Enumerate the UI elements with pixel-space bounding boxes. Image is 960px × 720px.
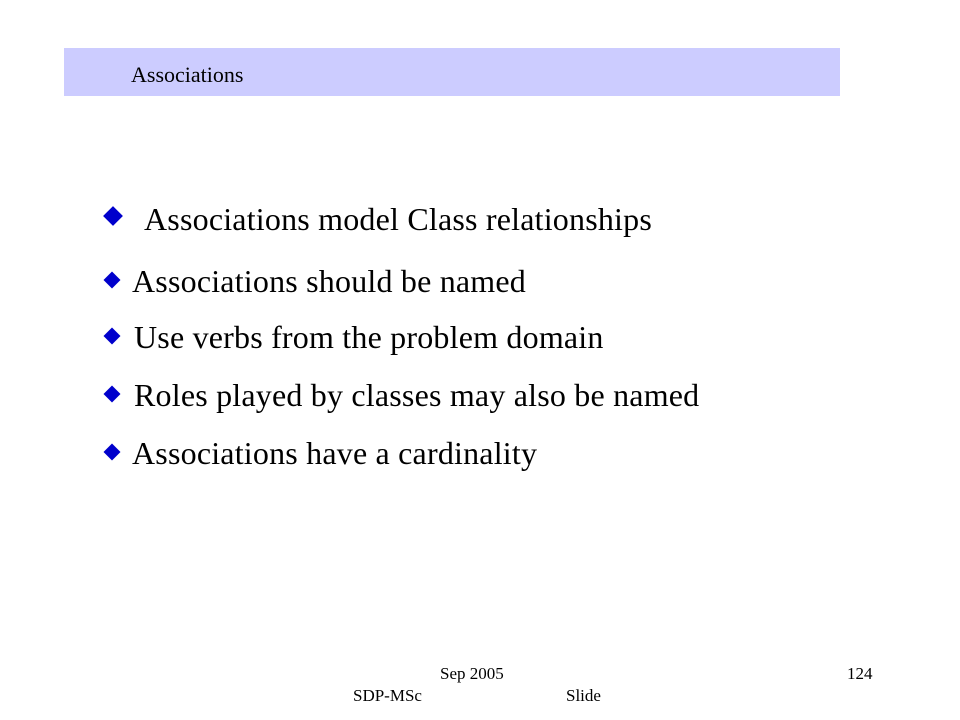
slide-number: 124 [847,664,873,683]
footer-slide-label: Slide [566,686,601,705]
bullet-text: Use verbs from the problem domain [134,319,604,355]
bullet-text: Roles played by classes may also be named [134,377,700,413]
bullet-text: Associations model Class relationships [144,201,653,237]
diamond-bullet-icon [104,328,121,345]
diamond-bullet-icon [104,444,121,461]
footer-course: SDP-MSc [353,686,422,705]
bullet-text: Associations should be named [132,263,526,299]
bullet-text: Associations have a cardinality [132,435,538,471]
diamond-bullet-icon [103,206,123,226]
footer-date: Sep 2005 [440,664,504,683]
title-bar [64,48,840,96]
diamond-bullet-icon [104,386,121,403]
slide-title: Associations [131,62,244,87]
diamond-bullet-icon [104,272,121,289]
